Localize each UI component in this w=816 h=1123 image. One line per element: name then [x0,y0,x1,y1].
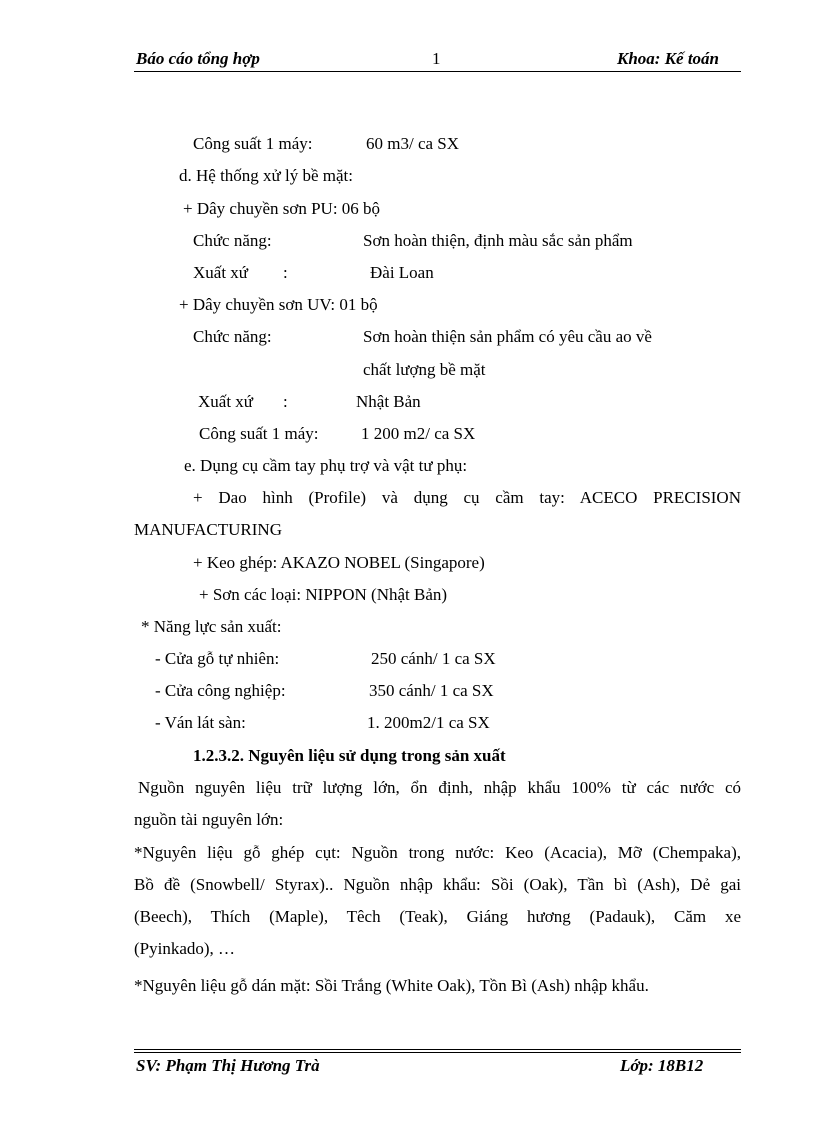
l10-label: Công suất 1 máy: [199,424,319,443]
l9-value: Nhật Bản [356,392,421,411]
page-number: 1 [432,49,441,68]
footer-left: SV: Phạm Thị Hương Trà [136,1056,320,1075]
l9-label: Xuất xứ [198,392,254,411]
l2: d. Hệ thống xử lý bề mặt: [179,166,353,185]
l5-label: Xuất xứ [193,263,249,282]
cap-row-label: - Cửa gỗ tự nhiên: [155,649,280,668]
l7-label: Chức năng: [193,327,272,346]
l16: * Năng lực sản xuất: [141,617,282,636]
cap-row-value: 250 cánh/ 1 ca SX [371,649,496,668]
footer-right: Lớp: 18B12 [620,1056,704,1075]
l12: + Dao hình (Profile) và dụng cụ cầm tay: ACECO PRECISION [193,488,741,507]
footer-rule-top [134,1049,741,1050]
l1-label: Công suất 1 máy: [193,134,313,153]
l8-value: chất lượng bề mặt [363,360,486,379]
l9-colon: : [283,392,288,411]
l3: + Dây chuyền sơn PU: 06 bộ [183,199,381,218]
l5-value: Đài Loan [370,263,434,282]
l13: MANUFACTURING [134,520,282,539]
cap-row-value: 1. 200m2/1 ca SX [367,713,490,732]
footer-rule-bottom [134,1052,741,1053]
l1-value: 60 m3/ ca SX [366,134,460,153]
l10-value: 1 200 m2/ ca SX [361,424,476,443]
header-left: Báo cáo tổng hợp [136,49,260,68]
p2-line4: (Pyinkado), … [134,939,236,958]
p1-line1: Nguồn nguyên liệu trữ lượng lớn, ổn định, nhập khẩu 100% từ các nước có [138,778,741,797]
l6: + Dây chuyền sơn UV: 01 bộ [179,295,378,314]
p3: *Nguyên liệu gỗ dán mặt: Sồi Trắng (White Oak), Tồn Bì (Ash) nhập khẩu. [134,976,649,995]
section-title: 1.2.3.2. Nguyên liệu sử dụng trong sản xuất [193,746,506,765]
header-rule [134,71,741,72]
l4-label: Chức năng: [193,231,272,250]
p2-line2: Bồ đề (Snowbell/ Styrax).. Nguồn nhập khẩu: Sồi (Oak), Tần bì (Ash), Dẻ gai [134,875,741,894]
l11: e. Dụng cụ cầm tay phụ trợ và vật tư phụ: [184,456,468,475]
l4-value: Sơn hoàn thiện, định màu sắc sản phẩm [363,231,633,250]
p1-line2: nguồn tài nguyên lớn: [134,810,284,829]
l5-colon: : [283,263,288,282]
cap-row-label: - Ván lát sàn: [155,713,246,732]
l14: + Keo ghép: AKAZO NOBEL (Singapore) [193,553,485,572]
l15: + Sơn các loại: NIPPON (Nhật Bản) [199,585,448,604]
header-right: Khoa: Kế toán [617,49,720,68]
cap-row-value: 350 cánh/ 1 ca SX [369,681,494,700]
p2-line1: *Nguyên liệu gỗ ghép cụt: Nguồn trong nước: Keo (Acacia), Mỡ (Chempaka), [134,843,741,862]
p2-line3: (Beech), Thích (Maple), Têch (Teak), Giáng hương (Padauk), Căm xe [134,907,741,926]
cap-row-label: - Cửa công nghiệp: [155,681,286,700]
l7-value: Sơn hoàn thiện sản phẩm có yêu cầu ao về [363,327,652,346]
